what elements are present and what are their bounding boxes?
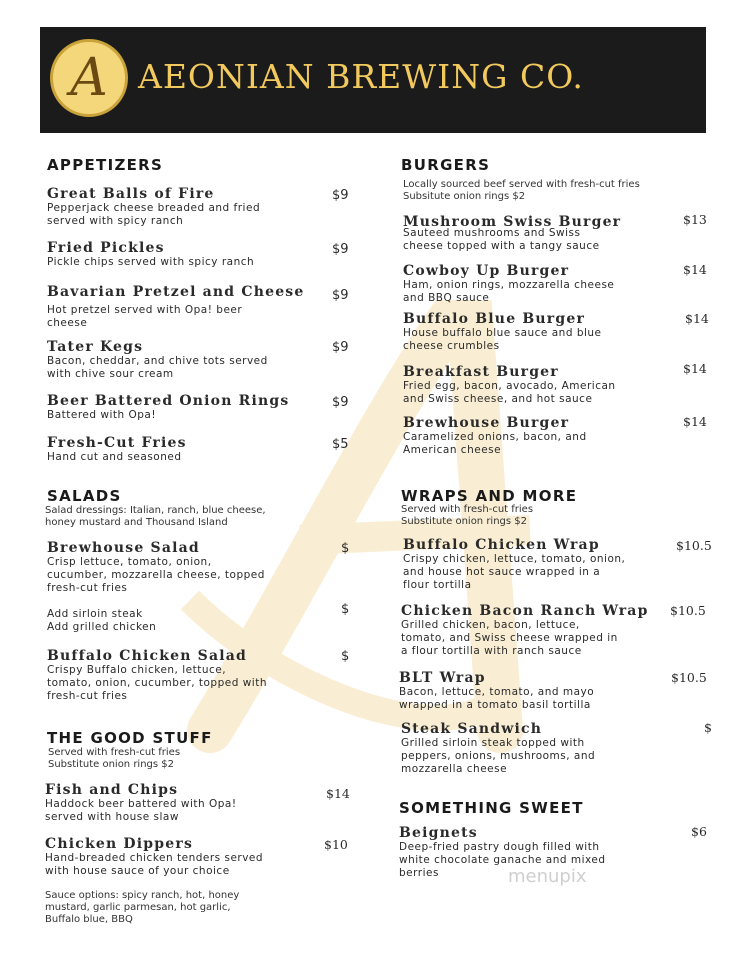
menu-item bbox=[403, 537, 625, 592]
menu-item bbox=[45, 782, 237, 824]
item-desc: Hot pretzel served with Opa! beer cheese bbox=[47, 304, 243, 329]
item-price: $9 bbox=[332, 340, 349, 355]
section-title-appetizers: APPETIZERS bbox=[47, 156, 164, 174]
menu-item bbox=[399, 670, 594, 712]
item-price: $10.5 bbox=[676, 538, 712, 553]
item-name: Fried Pickles bbox=[47, 240, 165, 256]
item-desc: Deep-fried pastry dough filled with white chocolate ganache and mixed berries bbox=[399, 841, 606, 879]
item-price: $ bbox=[341, 541, 350, 556]
item-desc: Crispy chicken, lettuce, tomato, onion, and house hot sauce wrapped in a flour tortilla bbox=[403, 553, 626, 591]
item-name: Buffalo Chicken Wrap bbox=[403, 537, 600, 553]
sauce-options-note: Sauce options: spicy ranch, hot, honey mustard, garlic parmesan, hot garlic, Buffalo blue, BBQ bbox=[45, 890, 240, 925]
menu-item bbox=[401, 603, 649, 658]
item-desc: Crisp lettuce, tomato, onion, cucumber, mozzarella cheese, topped fresh-cut fries bbox=[47, 556, 265, 594]
item-price: $10.5 bbox=[670, 603, 706, 618]
brand-name: AEONIAN BREWING CO. bbox=[138, 57, 584, 96]
section-title-wraps: WRAPS AND MORE bbox=[401, 487, 578, 505]
item-price: $14 bbox=[683, 262, 707, 277]
menu-item bbox=[403, 415, 587, 457]
item-price: $9 bbox=[332, 288, 349, 303]
item-name: Chicken Bacon Ranch Wrap bbox=[401, 603, 649, 619]
item-price: $9 bbox=[332, 188, 349, 203]
item-price: $14 bbox=[683, 414, 707, 429]
item-name: Cowboy Up Burger bbox=[403, 263, 570, 279]
item-name: Buffalo Blue Burger bbox=[403, 311, 586, 327]
item-name: Mushroom Swiss Burger bbox=[403, 214, 622, 230]
menu-item bbox=[47, 393, 289, 422]
menu-item bbox=[47, 648, 267, 703]
item-desc: Battered with Opa! bbox=[47, 409, 157, 421]
section-title-burgers: BURGERS bbox=[401, 156, 491, 174]
item-price: $5 bbox=[332, 437, 349, 452]
item-desc: Pepperjack cheese breaded and fried served with spicy ranch bbox=[47, 202, 261, 227]
item-price: $13 bbox=[683, 212, 707, 227]
item-price: $9 bbox=[332, 395, 349, 410]
item-name: Fish and Chips bbox=[45, 782, 179, 798]
item-desc: Hand-breaded chicken tenders served with house sauce of your choice bbox=[45, 852, 264, 877]
item-desc: Pickle chips served with spicy ranch bbox=[47, 256, 255, 268]
section-note: Served with fresh-cut fries Substitute onion rings $2 bbox=[401, 504, 534, 527]
section-title-good-stuff: THE GOOD STUFF bbox=[47, 729, 213, 747]
section-title-salads: SALADS bbox=[47, 487, 122, 505]
section-note: Locally sourced beef served with fresh-cut fries Subsitute onion rings $2 bbox=[403, 179, 640, 202]
menu-item bbox=[47, 240, 254, 269]
item-desc: House buffalo blue sauce and blue cheese crumbles bbox=[403, 327, 602, 352]
menu-item bbox=[403, 311, 602, 353]
menu-item bbox=[401, 721, 595, 776]
item-desc: Grilled chicken, bacon, lettuce, tomato, and Swiss cheese wrapped in a flour tortilla with ranch sauce bbox=[401, 619, 618, 657]
item-name: Chicken Dippers bbox=[45, 836, 194, 852]
item-name: Breakfast Burger bbox=[403, 364, 559, 380]
menu-item bbox=[45, 836, 263, 878]
menu-item bbox=[403, 364, 616, 406]
item-desc: Ham, onion rings, mozzarella cheese and BBQ sauce bbox=[403, 279, 615, 304]
item-desc: Haddock beer battered with Opa! served with house slaw bbox=[45, 798, 237, 823]
item-price: $ bbox=[341, 649, 350, 664]
logo-letter: A bbox=[70, 48, 108, 108]
item-price: $10 bbox=[324, 837, 348, 852]
item-price: $14 bbox=[683, 361, 707, 376]
header-banner bbox=[40, 27, 706, 133]
item-price: $6 bbox=[691, 824, 707, 839]
menu-item bbox=[47, 186, 260, 228]
item-desc: Hand cut and seasoned bbox=[47, 451, 182, 463]
item-desc: Bacon, cheddar, and chive tots served with chive sour cream bbox=[47, 355, 268, 380]
item-price: $14 bbox=[326, 786, 350, 801]
item-desc: Sauteed mushrooms and Swiss cheese topped with a tangy sauce bbox=[403, 227, 600, 252]
item-price: $14 bbox=[685, 311, 709, 326]
item-name: Tater Kegs bbox=[47, 339, 144, 355]
item-price: $9 bbox=[332, 242, 349, 257]
item-name: Buffalo Chicken Salad bbox=[47, 648, 248, 664]
item-price: $ bbox=[341, 602, 350, 617]
item-desc: Crispy Buffalo chicken, lettuce, tomato, onion, cucumber, topped with fresh-cut fries bbox=[47, 664, 267, 702]
item-name: Beignets bbox=[399, 825, 478, 841]
item-name: Fresh-Cut Fries bbox=[47, 435, 187, 451]
menu-item-addons bbox=[47, 608, 156, 634]
section-title-sweet: SOMETHING SWEET bbox=[399, 799, 584, 817]
item-desc: Bacon, lettuce, tomato, and mayo wrapped in a tomato basil tortilla bbox=[399, 686, 595, 711]
item-desc: Grilled sirloin steak topped with peppers, onions, mushrooms, and mozzarella cheese bbox=[401, 737, 596, 775]
menu-item bbox=[47, 284, 305, 330]
menu-item bbox=[403, 263, 614, 305]
item-price: $ bbox=[704, 720, 712, 735]
menu-item bbox=[403, 214, 621, 253]
item-price: $10.5 bbox=[671, 670, 707, 685]
item-name: BLT Wrap bbox=[399, 670, 486, 686]
item-name: Steak Sandwich bbox=[401, 721, 543, 737]
menu-item bbox=[47, 435, 187, 464]
item-name: Beer Battered Onion Rings bbox=[47, 393, 290, 409]
item-desc: Fried egg, bacon, avocado, American and Swiss cheese, and hot sauce bbox=[403, 380, 616, 405]
item-desc: Add sirloin steak Add grilled chicken bbox=[47, 608, 157, 633]
menu-item bbox=[47, 540, 265, 595]
item-name: Great Balls of Fire bbox=[47, 186, 215, 202]
menu-item bbox=[47, 339, 268, 381]
item-name: Brewhouse Burger bbox=[403, 415, 570, 431]
section-note: Served with fresh-cut fries Substitute onion rings $2 bbox=[48, 747, 181, 770]
item-name: Bavarian Pretzel and Cheese bbox=[47, 284, 305, 300]
site-watermark: menupix bbox=[508, 866, 587, 887]
brand-logo bbox=[50, 39, 128, 117]
item-desc: Caramelized onions, bacon, and American cheese bbox=[403, 431, 587, 456]
section-note: Salad dressings: Italian, ranch, blue cheese, honey mustard and Thousand Island bbox=[45, 505, 266, 528]
item-name: Brewhouse Salad bbox=[47, 540, 200, 556]
